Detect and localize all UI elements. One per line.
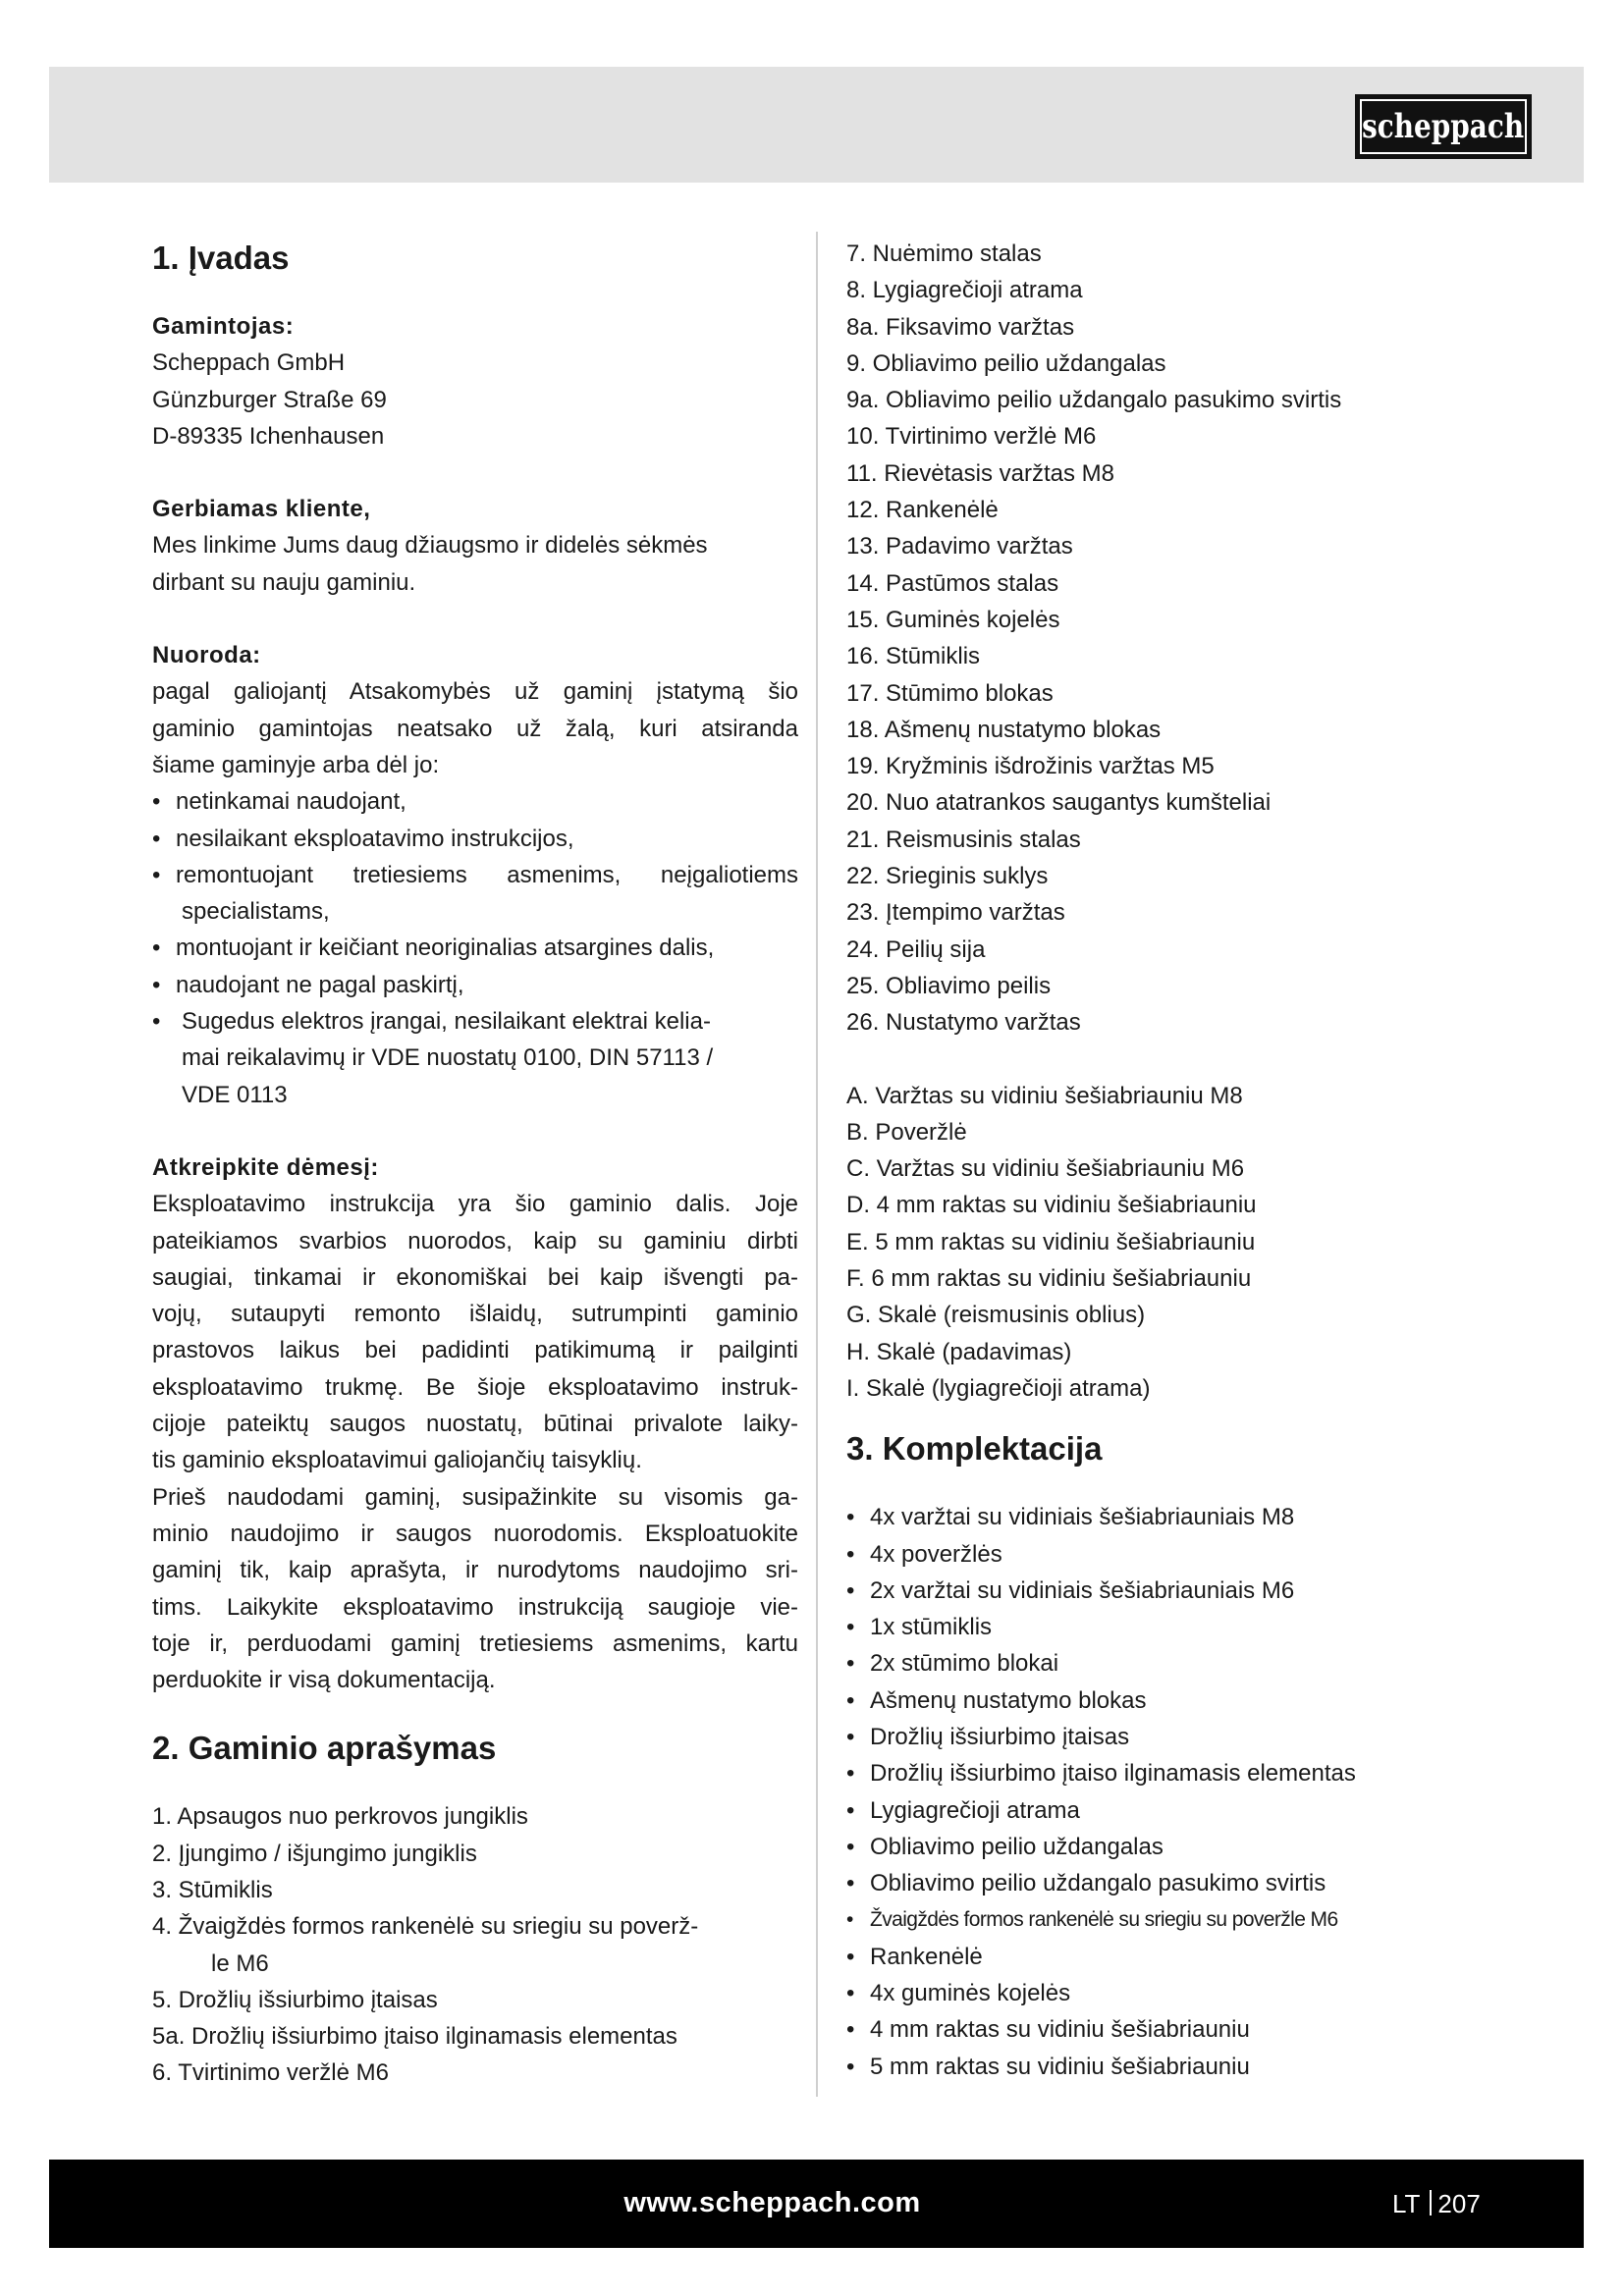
part-item: 6. Tvirtinimo veržlė M6 [152, 2059, 389, 2087]
note-label: Nuoroda: [152, 642, 261, 669]
part-item: 22. Srieginis suklys [846, 863, 1049, 890]
column-divider [816, 232, 818, 2097]
part-item: 3. Stūmiklis [152, 1876, 273, 1903]
greeting-label: Gerbiamas kliente, [152, 496, 371, 523]
manufacturer-label: Gamintojas: [152, 313, 295, 340]
note-line: pagal galiojantį Atsakomybės už gaminį įstatymą šio [152, 678, 798, 706]
footer-website-link[interactable]: www.scheppach.com [623, 2187, 921, 2218]
part-item: 9. Obliavimo peilio uždangalas [846, 349, 1166, 377]
greeting-line: Mes linkime Jums daug džiaugsmo ir didelės sėkmės [152, 532, 708, 560]
part-item: 8. Lygiagrečioji atrama [846, 277, 1083, 304]
accessory-item: H. Skalė (padavimas) [846, 1338, 1072, 1365]
part-item: 19. Kryžminis išdrožinis varžtas M5 [846, 753, 1215, 780]
part-item: 16. Stūmiklis [846, 643, 981, 670]
attention-line: cijoje pateiktų saugos nuostatų, būtinai privalote laiky- [152, 1411, 798, 1438]
note-bullet: • netinkamai naudojant, [152, 783, 798, 820]
attention-line: minio naudojimo ir saugos nuorodomis. Eksploatuokite [152, 1520, 798, 1547]
kit-item: • 4x varžtai su vidiniais šešiabriauniais M8 [846, 1499, 1475, 1535]
kit-item: • Žvaigždės formos rankenėlė su sriegiu su poveržle M6 [846, 1901, 1475, 1938]
part-item: 10. Tvirtinimo veržlė M6 [846, 423, 1097, 451]
brand-logo [1355, 94, 1532, 159]
accessory-item: A. Varžtas su vidiniu šešiabriauniu M8 [846, 1082, 1243, 1109]
part-item: 13. Padavimo varžtas [846, 533, 1073, 561]
kit-item: • 5 mm raktas su vidiniu šešiabriauniu [846, 2049, 1475, 2085]
attention-line: pateikiamos svarbios nuorodos, kaip su gaminiu dirbti [152, 1227, 798, 1255]
language-code: LT [1392, 2189, 1421, 2218]
part-item: 23. Įtempimo varžtas [846, 899, 1065, 927]
attention-line: perduokite ir visą dokumentaciją. [152, 1667, 496, 1694]
section-1-title: 1. Įvadas [152, 240, 290, 276]
kit-item: • 2x varžtai su vidiniais šešiabriauniais M6 [846, 1573, 1475, 1609]
part-item: 24. Peilių sija [846, 935, 986, 963]
manufacturer-line: Günzburger Straße 69 [152, 386, 387, 413]
note-bullet-continuation: specialistams, [182, 898, 330, 926]
part-item: 20. Nuo atatrankos saugantys kumšteliai [846, 789, 1272, 817]
part-item-continuation: le M6 [211, 1949, 269, 1977]
part-item: 21. Reismusinis stalas [846, 826, 1081, 853]
kit-item: • Obliavimo peilio uždangalas [846, 1829, 1475, 1865]
kit-item: • Obliavimo peilio uždangalo pasukimo svirtis [846, 1865, 1475, 1901]
accessory-item: B. Poveržlė [846, 1118, 967, 1146]
header-band [49, 67, 1584, 183]
right-column [846, 236, 1475, 2085]
accessory-item: D. 4 mm raktas su vidiniu šešiabriauniu [846, 1192, 1257, 1219]
accessory-item: E. 5 mm raktas su vidiniu šešiabriauniu [846, 1228, 1256, 1255]
accessory-item: F. 6 mm raktas su vidiniu šešiabriauniu [846, 1265, 1252, 1293]
accessory-item: C. Varžtas su vidiniu šešiabriauniu M6 [846, 1155, 1245, 1183]
kit-item: • 2x stūmimo blokai [846, 1645, 1475, 1682]
part-item: 2. Įjungimo / išjungimo jungiklis [152, 1840, 477, 1867]
attention-line: vojų, sutaupyti remonto išlaidų, sutrumpinti gaminio [152, 1301, 798, 1328]
part-item: 12. Rankenėlė [846, 497, 999, 524]
note-bullet-continuation: mai reikalavimų ir VDE nuostatų 0100, DIN 57113 / [182, 1044, 714, 1072]
part-item: 4. Žvaigždės formos rankenėlė su sriegiu su poverž- [152, 1913, 699, 1941]
part-item: 17. Stūmimo blokas [846, 679, 1054, 707]
part-item: 11. Rievėtasis varžtas M8 [846, 459, 1114, 487]
kit-item: • Ašmenų nustatymo blokas [846, 1682, 1475, 1719]
attention-line: tims. Laikykite eksploatavimo instrukciją saugioje vie- [152, 1593, 798, 1621]
note-bullet: • Sugedus elektros įrangai, nesilaikant elektrai kelia- [152, 1003, 798, 1040]
logo-text: scheppach [1362, 107, 1525, 146]
section-3-title: 3. Komplektacija [846, 1430, 1103, 1468]
kit-item: • 1x stūmiklis [846, 1609, 1475, 1645]
kit-item: • Rankenėlė [846, 1939, 1475, 1975]
kit-item: • Drožlių išsiurbimo įtaisas [846, 1719, 1475, 1755]
note-bullet: • nesilaikant eksploatavimo instrukcijos, [152, 821, 798, 857]
attention-line: prastovos laikus bei padidinti patikimumą ir pailginti [152, 1337, 798, 1364]
page-separator [1430, 2190, 1432, 2216]
manufacturer-line: D-89335 Ichenhausen [152, 422, 385, 450]
kit-item: • 4 mm raktas su vidiniu šešiabriauniu [846, 2011, 1475, 2048]
part-item: 14. Pastūmos stalas [846, 569, 1059, 597]
greeting-line: dirbant su nauju gaminiu. [152, 568, 416, 596]
note-bullet: • montuojant ir keičiant neoriginalias atsargines dalis, [152, 930, 798, 966]
attention-line: Eksploatavimo instrukcija yra šio gaminio dalis. Joje [152, 1191, 798, 1218]
footer-band [49, 2160, 1584, 2248]
note-line: šiame gaminyje arba dėl jo: [152, 751, 440, 778]
note-line: gaminio gamintojas neatsako už žalą, kuri atsiranda [152, 715, 798, 742]
attention-line: Prieš naudodami gaminį, susipažinkite su visomis ga- [152, 1483, 798, 1511]
kit-item: • 4x guminės kojelės [846, 1975, 1475, 2011]
part-item: 25. Obliavimo peilis [846, 972, 1052, 999]
part-item: 5a. Drožlių išsiurbimo įtaiso ilginamasis elementas [152, 2023, 677, 2051]
part-item: 1. Apsaugos nuo perkrovos jungiklis [152, 1803, 528, 1831]
kit-item: • Lygiagrečioji atrama [846, 1792, 1475, 1829]
note-bullet-continuation: VDE 0113 [182, 1081, 288, 1108]
section-2-title: 2. Gaminio aprašymas [152, 1730, 497, 1767]
accessory-item: G. Skalė (reismusinis oblius) [846, 1302, 1146, 1329]
attention-label: Atkreipkite dėmesį: [152, 1153, 379, 1181]
part-item: 15. Guminės kojelės [846, 606, 1060, 633]
part-item: 18. Ašmenų nustatymo blokas [846, 716, 1162, 743]
page-indicator [1392, 2189, 1481, 2219]
kit-item: • 4x poveržlės [846, 1536, 1475, 1573]
attention-line: toje ir, perduodami gaminį tretiesiems asmenims, kartu [152, 1629, 798, 1657]
part-item: 7. Nuėmimo stalas [846, 240, 1042, 267]
note-bullet: • remontuojant tretiesiems asmenims, neįgaliotiems [152, 857, 798, 893]
attention-line: gaminį tik, kaip aprašyta, ir nurodytoms naudojimo sri- [152, 1557, 798, 1584]
attention-line: eksploatavimo trukmę. Be šioje eksploatavimo instruk- [152, 1373, 798, 1401]
attention-line: tis gaminio eksploatavimui galiojančių taisyklių. [152, 1447, 642, 1474]
page-number: 207 [1437, 2189, 1481, 2218]
kit-item: • Drožlių išsiurbimo įtaiso ilginamasis elementas [846, 1755, 1475, 1791]
accessory-item: I. Skalė (lygiagrečioji atrama) [846, 1374, 1151, 1402]
part-item: 8a. Fiksavimo varžtas [846, 313, 1075, 341]
manufacturer-line: Scheppach GmbH [152, 349, 346, 377]
note-bullet: • naudojant ne pagal paskirtį, [152, 967, 798, 1003]
part-item: 5. Drožlių išsiurbimo įtaisas [152, 1986, 438, 2013]
attention-line: saugiai, tinkamai ir ekonomiškai bei kaip išvengti pa- [152, 1263, 798, 1291]
left-column [152, 236, 798, 2092]
part-item: 26. Nustatymo varžtas [846, 1009, 1081, 1037]
part-item: 9a. Obliavimo peilio uždangalo pasukimo svirtis [846, 387, 1342, 414]
